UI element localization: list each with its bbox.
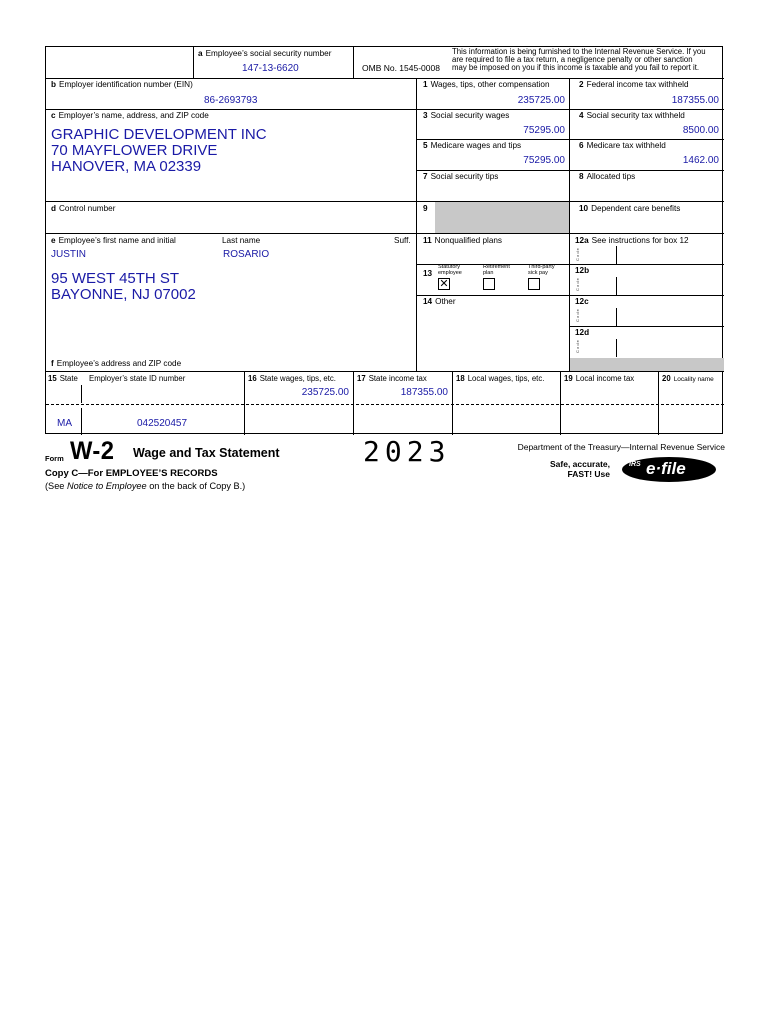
safe-line-2: FAST! Use [567,469,611,479]
see-pre: (See [45,481,67,491]
notice-line-2: are required to file a tax return, a negligence penalty or other sanction [452,55,693,65]
box-1-num: 1 [423,80,428,89]
state-id[interactable]: 042520457 [137,418,188,429]
box-6-num: 6 [579,141,584,150]
box-c-letter: c [51,111,56,120]
box-12b-num: 12b [575,266,590,275]
efile-text: e·file [646,459,686,478]
box-20-label: Locality name [673,376,714,383]
box-12a-label: See instructions for box 12 [591,236,689,245]
box-14 [416,295,569,371]
box-12c-num: 12c [575,297,589,306]
box-11-label: Nonqualified plans [434,236,503,245]
box-2 [569,78,724,110]
employee-first-name[interactable]: JUSTIN [51,249,86,260]
code-label-d: C o d e [575,340,580,353]
box-5 [416,139,569,171]
medicare-tax-value[interactable]: 1462.00 [682,155,719,166]
box-a-label: Employee’s social security number [205,49,332,58]
employee-street[interactable]: 95 WEST 45TH ST [51,270,180,287]
box-15-sublabel: Employer’s state ID number [89,374,186,383]
box-9-num: 9 [423,204,428,213]
state-code[interactable]: MA [57,418,72,429]
box-void [46,47,194,79]
box-12a [569,234,724,265]
box-b-letter: b [51,80,57,89]
box-2-label: Federal income tax withheld [586,80,689,89]
box-15-num: 15 [48,374,57,383]
box-d [46,202,416,234]
box-a [194,47,354,79]
box-12a-num: 12a [575,236,589,245]
box-11-num: 11 [423,236,432,245]
box-6 [569,139,724,171]
box-f-letter: f [51,359,54,368]
ss-tax-value[interactable]: 8500.00 [682,125,719,136]
irs-notice [452,48,706,73]
box-15-label: State [59,374,78,383]
state-divider [46,404,724,405]
box-2-num: 2 [579,80,584,89]
efile-logo [622,457,716,482]
box-9 [416,202,569,234]
thirdparty-checkbox[interactable] [528,278,540,290]
ss-wages-value[interactable]: 75295.00 [523,125,565,136]
box-17-label: State income tax [368,374,427,383]
box-5-label: Medicare wages and tips [430,141,522,150]
box-18-num: 18 [456,374,465,383]
last-name-label: Last name [222,236,261,245]
box-b-label: Employer identification number (EIN) [59,80,193,89]
employer-city[interactable]: HANOVER, MA 02339 [51,158,202,175]
box-8-num: 8 [579,172,584,181]
box-4 [569,109,724,140]
code-label-c: C o d e [575,309,580,322]
employee-last-name[interactable]: ROSARIO [223,249,270,260]
box-10-label: Dependent care benefits [591,204,681,213]
form-word: Form [45,454,64,463]
see-notice [45,481,245,491]
code-label-a: C o d e [575,248,580,261]
box-8 [569,170,724,202]
efile-irs: IRS [629,461,641,468]
omb-number: OMB No. 1545-0008 [362,63,440,73]
ein-value[interactable]: 86-2693793 [204,95,258,106]
box-c-label: Employer’s name, address, and ZIP code [58,111,209,120]
box-d-letter: d [51,204,57,213]
box-3 [416,109,569,140]
box-13 [416,264,569,296]
state-wages-value[interactable]: 235725.00 [301,387,349,398]
retirement-checkbox[interactable] [483,278,495,290]
form-name: W-2 [70,437,115,465]
box-14-num: 14 [423,297,433,306]
w2-form [45,46,723,434]
employer-street[interactable]: 70 MAYFLOWER DRIVE [51,142,218,159]
box-16-label: State wages, tips, etc. [259,374,336,383]
statutory-label: Statutory employee [438,264,462,276]
box-a-letter: a [198,49,203,58]
box-11 [416,234,569,265]
box-c [46,109,416,202]
box-19-label: Local income tax [575,374,635,383]
tax-year: 2023 [363,435,451,468]
ssn-value[interactable]: 147-13-6620 [242,63,299,74]
box-20-num: 20 [662,374,671,383]
box-10 [569,202,724,234]
box-14-label: Other [435,297,456,306]
wages-value[interactable]: 235725.00 [517,95,565,106]
see-post: on the back of Copy B.) [146,481,246,491]
box-4-label: Social security tax withheld [586,111,685,120]
medicare-wages-value[interactable]: 75295.00 [523,155,565,166]
safe-text [550,459,610,479]
box-3-num: 3 [423,111,428,120]
employee-city[interactable]: BAYONNE, NJ 07002 [51,286,196,303]
box-7-label: Social security tips [430,172,499,181]
box-b [46,78,416,110]
copy-label: Copy C—For EMPLOYEE’S RECORDS [45,468,218,479]
box-7-num: 7 [423,172,428,181]
notice-line-3: may be imposed on you if this income is taxable and you fail to report it. [452,63,700,73]
box-e-letter: e [51,236,56,245]
box-7 [416,170,569,202]
form-footer [45,435,725,501]
box-d-label: Control number [59,204,116,213]
box-19-num: 19 [564,374,573,383]
state-local-section [46,371,724,435]
federal-tax-value[interactable]: 187355.00 [671,95,719,106]
box-e-label: Employee’s first name and initial [58,236,176,245]
box-12d-num: 12d [575,328,590,337]
box-4-num: 4 [579,111,584,120]
suffix-label: Suff. [394,236,411,245]
state-tax-value[interactable]: 187355.00 [400,387,448,398]
retirement-label: Retirement plan [483,264,510,276]
box-12d [569,326,724,358]
form-title: Wage and Tax Statement [133,446,280,460]
box-16-num: 16 [248,374,257,383]
box-13-num: 13 [423,269,433,278]
box-6-label: Medicare tax withheld [586,141,666,150]
employer-name[interactable]: GRAPHIC DEVELOPMENT INC [51,126,267,143]
safe-line-1: Safe, accurate, [550,459,611,469]
box-12b [569,264,724,296]
box-1 [416,78,569,110]
box-5-num: 5 [423,141,428,150]
box-8-label: Allocated tips [586,172,636,181]
statutory-checkbox[interactable]: ✕ [439,278,449,290]
box-f [51,359,181,368]
box-f-label: Employee’s address and ZIP code [56,359,182,368]
department: Department of the Treasury—Internal Revenue Service [517,442,725,452]
code-label-b: C o d e [575,278,580,291]
box-12-shaded [569,358,724,371]
notice-line-1: This information is being furnished to the Internal Revenue Service. If you [452,47,706,56]
box-17-num: 17 [357,374,366,383]
box-18-label: Local wages, tips, etc. [467,374,545,383]
box-3-label: Social security wages [430,111,510,120]
box-12c [569,295,724,327]
see-italic: Notice to Employee [66,481,147,491]
box-10-num: 10 [579,204,589,213]
box-9-shaded [435,202,570,233]
box-e [46,234,416,371]
thirdparty-label: Third-party sick pay [528,264,555,276]
box-1-label: Wages, tips, other compensation [430,80,550,89]
